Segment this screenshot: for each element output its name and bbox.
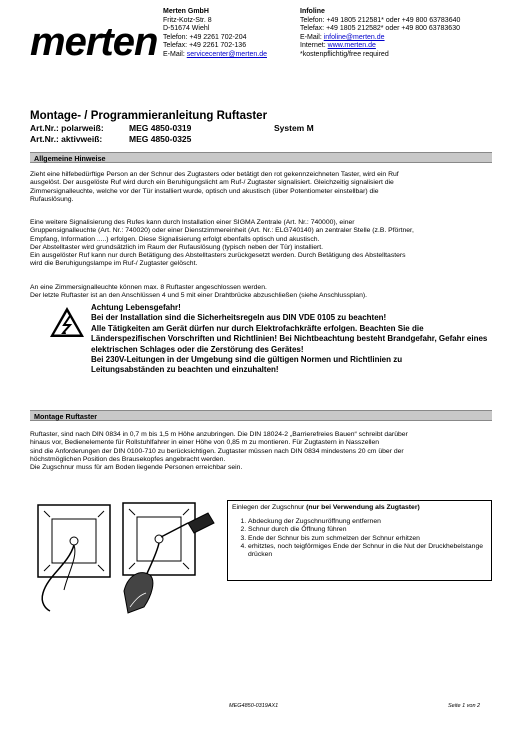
art-value: MEG 4850-0325 [129,134,192,144]
company-name: Merten GmbH [163,8,209,15]
email-label: E-Mail: [300,33,322,41]
text-line: Die Zugschnur muss für am Boden liegende Personen erreichbar sein. [30,464,243,472]
text-line: hinaus vor, Bedienelemente für Rollstuhlfahrer in einer Höhe von 0,85 m zu montieren. Für Zugtastern in Nasszellen [30,439,380,447]
step-item: 4. erhitztes, noch teigförmiges Ende der Schnur in die Nut der Druckhebelstange drücken [248,543,487,559]
merten-logo: merten [30,20,158,64]
warning-line: Alle Tätigkeiten am Gerät dürfen nur durch Elektrofachkräfte erfolgen. Beachten Sie die [91,323,424,333]
infoline-fax: Telefax: +49 1805 212582* oder +49 800 63783630 [300,25,460,33]
infoline-block [300,8,460,60]
infoline-email-link[interactable]: infoline@merten.de [323,33,385,41]
box-title-note: (nur bei Verwendung als Zugtaster) [306,504,420,511]
text-line: sind die Anforderungen der DIN 0100-710 zu berücksichtigen. Zugtaster müssen nach DIN 0834 mindestens 20 cm über der [30,447,404,455]
text-line: Rufauslösung. [30,195,74,203]
warning-heading: Achtung Lebensgefahr! [91,303,181,312]
warning-text [91,303,496,376]
warning-line: Länderspezifischen Vorschriften und Richtlinien! Bei Nichtbeachtung besteht Brandgefahr, Gefahr eines [91,334,488,344]
warning-line: Bei 230V-Leitungen in der Umgebung sind die gültigen Normen und Richtlinien zu [91,355,403,365]
warning-line: elektrischen Schlages oder die Zerstörung des Gerätes! [91,344,304,354]
company-street: Fritz-Kotz-Str. 8 [163,16,212,24]
company-fax: Telefax: +49 2261 702-136 [163,42,247,50]
box-title [232,504,487,512]
art-row-2 [30,134,274,144]
text-line: An eine Zimmersignalleuchte können max. 8 Ruftaster angeschlossen werden. [30,284,267,291]
text-line: Der Abstelltaster wird grundsätzlich im Raum der Rufauslösung (typisch neben der Tür) installiert. [30,243,324,251]
internet-label: Internet: [300,42,326,50]
general-paragraph-1 [30,171,492,204]
text-line: wird die Beruhigungslampe im Ruf-/ Zugtaster gelöscht. [30,260,198,268]
internet-link[interactable]: www.merten.de [327,42,376,50]
footer-document-code: MEG4850-0319AX1 [229,703,279,709]
text-line: Zimmersignalleuchte, welche vor der Tür installiert wurde, optisch und akustisch (über Potentiometer einstellbar) die [30,187,379,195]
infoline-email-line [300,34,460,43]
text-line: Zieht eine hilfebedürftige Person an der Schnur des Zugtasters oder betätigt den rot gekennzeichneten Taster, wird ein Ruf [30,171,399,178]
switch-plate-left [38,505,110,577]
text-line: Der letzte Ruftaster ist an den Anschlüssen 4 und 5 mit einer Drahtbrücke abzuschließen (siehe Anschlussplan). [30,292,367,300]
art-label: Art.Nr.: aktivweiß: [30,134,103,144]
company-email-line [163,51,267,60]
art-label: Art.Nr.: polarweiß: [30,123,104,133]
text-line: Eine weitere Signalisierung des Rufes kann durch Installation einer SIGMA Zentrale (Art. Nr.: 740000), einer [30,219,355,226]
pull-cord-illustration [28,495,223,620]
text-line: Ruftaster, sind nach DIN 0834 in 0,7 m bis 1,5 m Höhe anzubringen. Die DIN 18024-2 „Barrierefreies Bauen“ schreibt darüber [30,431,408,438]
section-heading-general: Allgemeine Hinweise [30,152,492,163]
infoline-phone: Telefon: +49 1805 212581* oder +49 800 63783640 [300,16,461,24]
company-phone: Telefon: +49 2261 702-204 [163,33,247,41]
text-line: ausgelöst. Der ausgelöste Ruf wird durch ein Beruhigungslicht am Ruf-/ Zugtaster signalisiert. Gleichzeitig signalisiert die [30,179,394,187]
email-label: E-Mail: [163,50,185,58]
step-item: 2. Schnur durch die Öffnung führen [248,526,487,534]
warning-triangle-icon [48,305,86,344]
text-line: Gruppensignalleuchte (Art. Nr.: 740020) oder einer Dienstzimmereinheit (Art. Nr.: ELG740140) an zentraler Stelle (z.B. Pförtner, [30,227,414,235]
step-item: 1. Abdeckung der Zugschnuröffnung entfernen [248,518,487,526]
infoline-internet-line [300,42,460,51]
art-value: MEG 4850-0319 [129,123,192,133]
system-label: System M [274,123,314,133]
box-title-main: Einlegen der Zugschnur [232,504,307,511]
warning-line: Leitungsabständen zu beachten und einzuhalten! [91,365,279,375]
footer-page-number: Seite 1 von 2 [448,703,481,709]
company-email-link[interactable]: servicecenter@merten.de [186,50,267,58]
company-address [163,8,267,60]
art-row-1 [30,123,314,133]
switch-plate-right [123,503,195,575]
text-line: höchstmöglichen Position des Brausekopfes angebracht werden. [30,455,226,463]
mounting-paragraph [30,431,492,472]
general-paragraph-2 [30,219,492,269]
company-city: D-51674 Wiehl [163,25,210,33]
text-line: Empfang, Information .....) erfolgen. Diese Signalisierung erfolgt ebenfalls optisch und akustisch. [30,235,320,243]
insert-cord-box [227,500,492,581]
warning-line: Bei der Installation sind die Sicherheitsregeln aus DIN VDE 0105 zu beachten! [91,313,387,323]
infoline-title: Infoline [300,8,325,15]
steps-list [232,518,487,559]
section-heading-mounting: Montage Ruftaster [30,410,492,421]
document-title: Montage- / Programmieranleitung Ruftaster [30,110,268,122]
step-item: 3. Ende der Schnur bis zum schmelzen der Schnur erhitzen [248,535,487,543]
text-line: Ein ausgelöster Ruf kann nur durch Betätigung des Abstelltasters zurückgesetzt werden. Durch Betätigung des Abstelltasters [30,252,406,260]
infoline-note: *kostenpflichtig/free required [300,50,389,58]
general-paragraph-3 [30,284,492,301]
